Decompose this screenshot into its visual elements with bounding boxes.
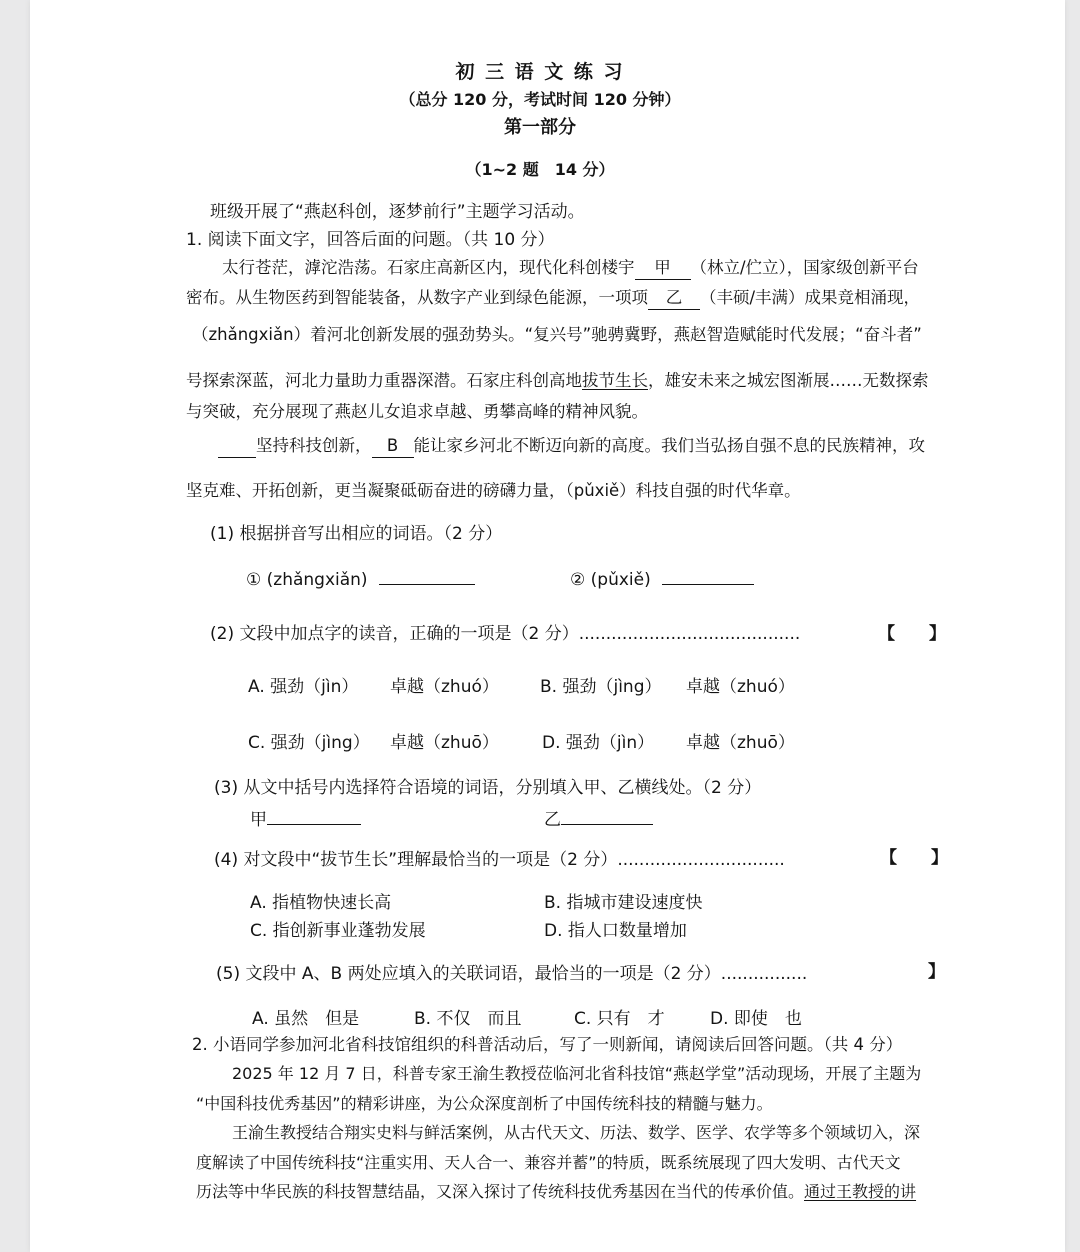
news-line: “中国科技优秀基因”的精彩讲座，为公众深度剖析了中国传统科技的精髓与魅力。 <box>196 1094 773 1113</box>
option-b-word2[interactable]: 卓越（zhuó） <box>686 677 795 697</box>
option-c[interactable]: C. 只有 才 <box>574 1009 665 1029</box>
news-line: 2025 年 12 月 7 日，科普专家王渝生教授莅临河北省科技馆“燕赵学堂”活动现场，开展了主题为 <box>232 1064 922 1083</box>
sub2-stem: (2) 文段中加点字的读音，正确的一项是（2 分）......................................... <box>210 624 801 644</box>
underlined-phrase: 拔节生长 <box>582 371 648 390</box>
passage-line: 密布。从生物医药到智能装备，从数字产业到绿色能源，一项项 乙 （丰硕/丰满）成果竞相涌现， <box>186 287 920 310</box>
answer-line[interactable] <box>561 806 653 825</box>
sub1-stem: (1) 根据拼音写出相应的词语。（2 分） <box>210 524 503 544</box>
option-b[interactable]: B. 不仅 而且 <box>414 1009 522 1029</box>
option-b[interactable]: B. 指城市建设速度快 <box>544 893 703 913</box>
sub4-stem: (4) 对文段中“拔节生长”理解最恰当的一项是（2 分）............................... <box>214 850 785 870</box>
sub5-stem: (5) 文段中 A、B 两处应填入的关联词语，最恰当的一项是（2 分）................ <box>216 964 808 984</box>
answer-bracket[interactable]: 【 】 <box>878 624 946 644</box>
blank-jia: 甲 <box>635 257 691 280</box>
option-c-word2[interactable]: 卓越（zhuō） <box>390 733 499 753</box>
sub1-item-a: ① (zhǎngxiǎn) <box>246 566 475 591</box>
answer-bracket[interactable]: 【 】 <box>880 848 948 868</box>
answer-line[interactable] <box>662 566 754 585</box>
answer-bracket[interactable]: 】 <box>928 962 945 982</box>
option-d[interactable]: D. 即使 也 <box>710 1009 802 1029</box>
q2-stem: 2. 小语同学参加河北省科技馆组织的科普活动后，写了一则新闻，请阅读后回答问题。（共 4 分） <box>192 1035 903 1054</box>
blank-yi: 乙 <box>648 287 700 310</box>
news-line: 王渝生教授结合翔实史料与鲜活案例，从古代天文、历法、数学、医学、农学等多个领域切入，深 <box>232 1123 921 1142</box>
passage-line: 坚持科技创新， B 能让家乡河北不断迈向新的高度。我们当弘扬自强不息的民族精神，攻 <box>218 435 925 458</box>
news-line: 度解读了中国传统科技“注重实用、天人合一、兼容并蓄”的特质，既系统展现了四大发明、古代天文 <box>196 1153 901 1172</box>
option-a[interactable]: A. 虽然 但是 <box>252 1009 360 1029</box>
part-heading: 第一部分 <box>504 117 576 138</box>
option-a-word[interactable]: A. 强劲（jìn） <box>248 677 359 697</box>
option-c-word[interactable]: C. 强劲（jìng） <box>248 733 370 753</box>
passage-line: 坚克难、开拓创新，更当凝聚砥砺奋进的磅礴力量，（pǔxiě）科技自强的时代华章。 <box>186 481 801 500</box>
option-c[interactable]: C. 指创新事业蓬勃发展 <box>250 921 426 941</box>
q1-stem: 1. 阅读下面文字，回答后面的问题。（共 10 分） <box>186 230 555 250</box>
passage-line: 太行苍茫，滹沱浩荡。石家庄高新区内，现代化科创楼宇 甲 （林立/伫立），国家级创新平台 <box>222 257 919 280</box>
sub3-stem: (3) 从文中括号内选择符合语境的词语，分别填入甲、乙横线处。（2 分） <box>214 778 762 798</box>
option-a-word2[interactable]: 卓越（zhuó） <box>390 677 499 697</box>
exam-subtitle: （总分 120 分，考试时间 120 分钟） <box>399 90 681 109</box>
answer-line[interactable] <box>379 566 475 585</box>
exam-title: 初 三 语 文 练 习 <box>455 61 625 83</box>
blank-a <box>218 435 256 458</box>
answer-line[interactable] <box>267 806 361 825</box>
question-range: （1~2 题 14 分） <box>465 160 615 179</box>
sub3-jia: 甲 <box>250 806 361 831</box>
option-d-word[interactable]: D. 强劲（jìn） <box>542 733 655 753</box>
blank-b: B <box>372 435 414 458</box>
passage-line: 与突破，充分展现了燕赵儿女追求卓越、勇攀高峰的精神风貌。 <box>186 402 648 421</box>
option-d-word2[interactable]: 卓越（zhuō） <box>686 733 795 753</box>
option-b-word[interactable]: B. 强劲（jìng） <box>540 677 662 697</box>
passage-line: （zhǎngxiǎn）着河北创新发展的强劲势头。“复兴号”驰骋冀野，燕赵智造赋能时代发展；“奋斗者” <box>192 325 922 344</box>
passage-line: 号探索深蓝，河北力量助力重器深潜。石家庄科创高地拔节生长，雄安未来之城宏图渐展……无数探索 <box>186 371 929 390</box>
option-d[interactable]: D. 指人口数量增加 <box>544 921 687 941</box>
sub3-yi: 乙 <box>544 806 653 831</box>
option-a[interactable]: A. 指植物快速长高 <box>250 893 392 913</box>
sub1-item-b: ② (pǔxiě) <box>570 566 754 591</box>
news-line: 历法等中华民族的科技智慧结晶，又深入探讨了传统科技优秀基因在当代的传承价值。通过王教授的讲 <box>196 1182 917 1201</box>
underlined-phrase: 通过王教授的讲 <box>804 1182 917 1201</box>
activity-intro: 班级开展了“燕赵科创，逐梦前行”主题学习活动。 <box>210 202 585 222</box>
